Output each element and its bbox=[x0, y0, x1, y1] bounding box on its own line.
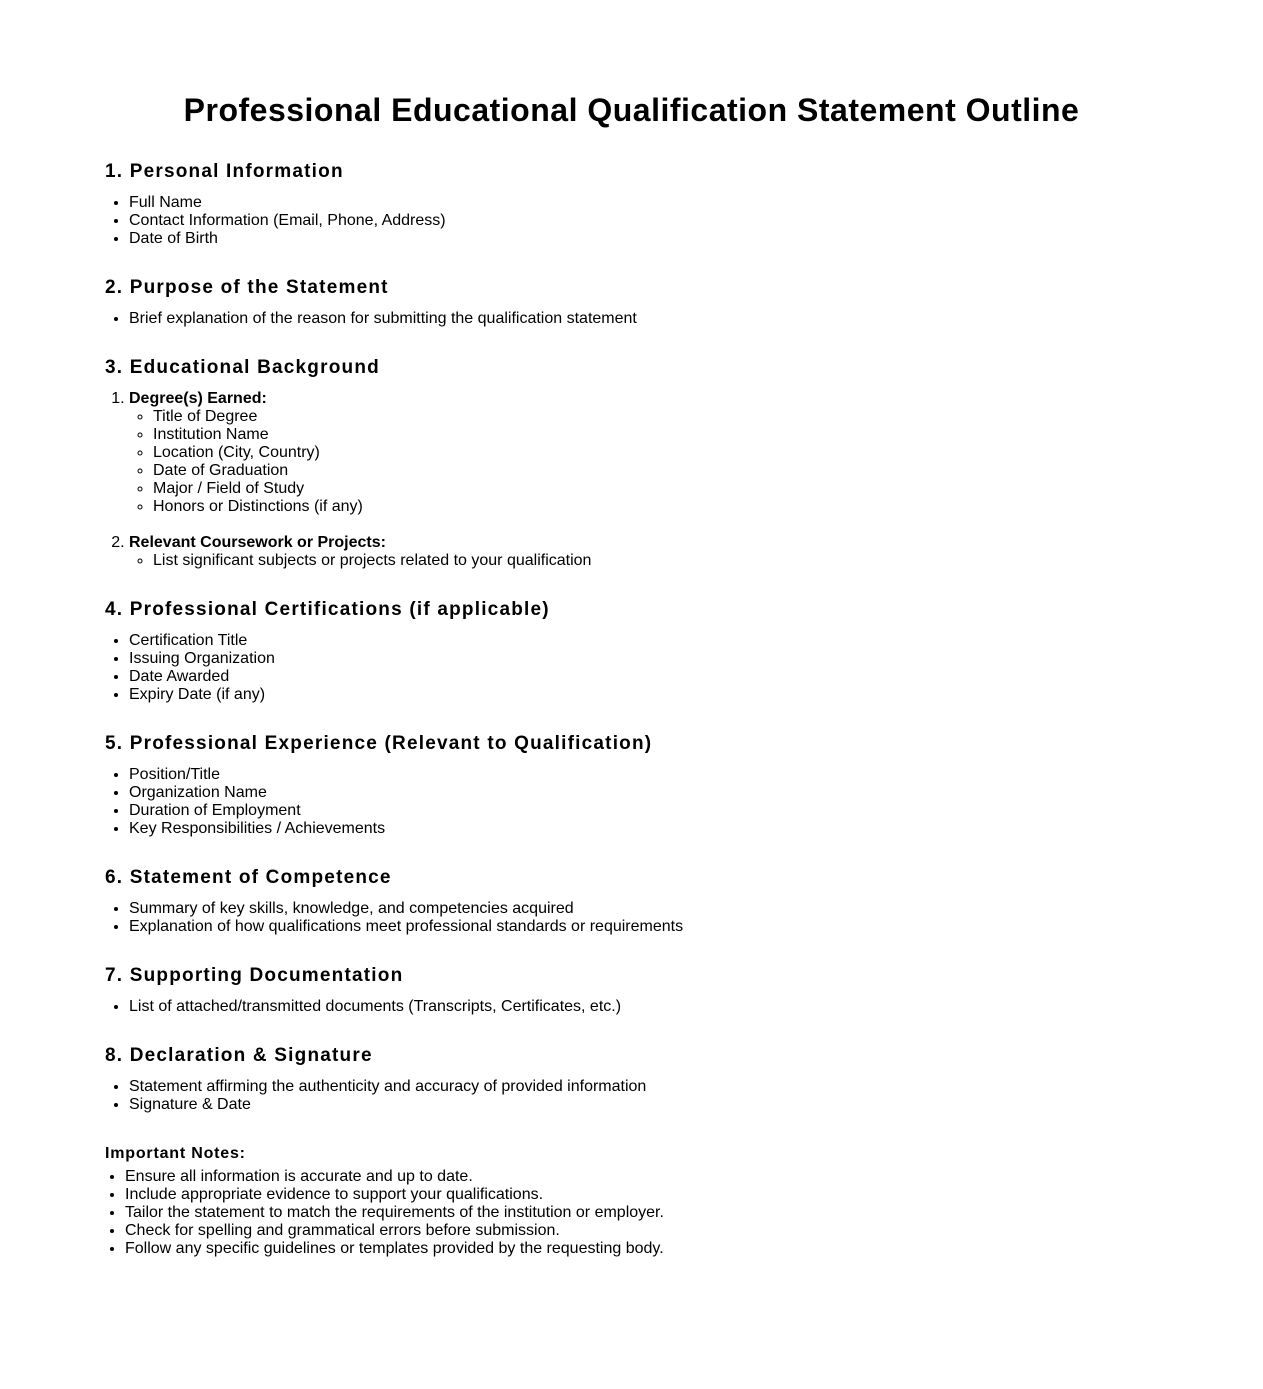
section-heading: 6. Statement of Competence bbox=[105, 867, 392, 888]
list-item: • Follow any specific guidelines or templates provided by the requesting body. bbox=[125, 1240, 1158, 1258]
section-heading: 3. Educational Background bbox=[105, 357, 380, 378]
section-competence bbox=[105, 866, 1158, 936]
section-heading: 4. Professional Certifications (if applicable) bbox=[105, 599, 550, 620]
list-item: • Key Responsibilities / Achievements bbox=[129, 820, 1158, 838]
section-educational-background bbox=[105, 356, 1158, 570]
bullet-list bbox=[105, 766, 1158, 838]
section-heading: 7. Supporting Documentation bbox=[105, 965, 404, 986]
section-heading: 2. Purpose of the Statement bbox=[105, 277, 389, 298]
list-item: • Signature & Date bbox=[129, 1096, 1158, 1114]
sub-list bbox=[129, 408, 1158, 516]
section-certifications bbox=[105, 598, 1158, 704]
list-item: • List of attached/transmitted documents (Transcripts, Certificates, etc.) bbox=[129, 998, 1158, 1016]
list-item: • Duration of Employment bbox=[129, 802, 1158, 820]
numbered-list bbox=[105, 390, 1158, 570]
list-item: ◦ Date of Graduation bbox=[153, 462, 1158, 480]
list-item: ◦ Location (City, Country) bbox=[153, 444, 1158, 462]
section-declaration bbox=[105, 1044, 1158, 1114]
bullet-list bbox=[105, 310, 1158, 328]
list-item: • Brief explanation of the reason for submitting the qualification statement bbox=[129, 310, 1158, 328]
list-item: • Certification Title bbox=[129, 632, 1158, 650]
section-experience bbox=[105, 732, 1158, 838]
list-item: ◦ Title of Degree bbox=[153, 408, 1158, 426]
list-item: • Include appropriate evidence to support your qualifications. bbox=[125, 1186, 1158, 1204]
degrees-label: Degree(s) Earned: bbox=[129, 390, 267, 407]
bullet-list bbox=[105, 632, 1158, 704]
section-heading: 5. Professional Experience (Relevant to Qualification) bbox=[105, 733, 653, 754]
important-notes bbox=[105, 1144, 1158, 1258]
list-item: ◦ List significant subjects or projects related to your qualification bbox=[153, 552, 1158, 570]
notes-title: Important Notes: bbox=[105, 1145, 246, 1162]
list-item-coursework bbox=[129, 534, 1158, 570]
list-item: ◦ Institution Name bbox=[153, 426, 1158, 444]
section-heading: 1. Personal Information bbox=[105, 161, 344, 182]
list-item: • Ensure all information is accurate and up to date. bbox=[125, 1168, 1158, 1186]
list-item: • Expiry Date (if any) bbox=[129, 686, 1158, 704]
list-item: • Check for spelling and grammatical errors before submission. bbox=[125, 1222, 1158, 1240]
section-purpose bbox=[105, 276, 1158, 328]
bullet-list bbox=[105, 1078, 1158, 1114]
bullet-list bbox=[105, 998, 1158, 1016]
page-title: Professional Educational Qualification Statement Outline bbox=[183, 92, 1080, 128]
list-item: • Position/Title bbox=[129, 766, 1158, 784]
list-item: • Date Awarded bbox=[129, 668, 1158, 686]
notes-list bbox=[105, 1168, 1158, 1258]
list-item: • Full Name bbox=[129, 194, 1158, 212]
list-item: • Organization Name bbox=[129, 784, 1158, 802]
bullet-list bbox=[105, 194, 1158, 248]
list-item-degrees bbox=[129, 390, 1158, 516]
list-item: • Tailor the statement to match the requirements of the institution or employer. bbox=[125, 1204, 1158, 1222]
list-item: • Issuing Organization bbox=[129, 650, 1158, 668]
section-heading: 8. Declaration & Signature bbox=[105, 1045, 373, 1066]
list-item: • Explanation of how qualifications meet professional standards or requirements bbox=[129, 918, 1158, 936]
list-item: • Statement affirming the authenticity and accuracy of provided information bbox=[129, 1078, 1158, 1096]
bullet-list bbox=[105, 900, 1158, 936]
list-item: ◦ Honors or Distinctions (if any) bbox=[153, 498, 1158, 516]
list-item: • Summary of key skills, knowledge, and competencies acquired bbox=[129, 900, 1158, 918]
section-personal-information bbox=[105, 160, 1158, 248]
list-item: • Contact Information (Email, Phone, Address) bbox=[129, 212, 1158, 230]
section-documentation bbox=[105, 964, 1158, 1016]
coursework-label: Relevant Coursework or Projects: bbox=[129, 534, 386, 551]
list-item: ◦ Major / Field of Study bbox=[153, 480, 1158, 498]
list-item: • Date of Birth bbox=[129, 230, 1158, 248]
sub-list bbox=[129, 552, 1158, 570]
